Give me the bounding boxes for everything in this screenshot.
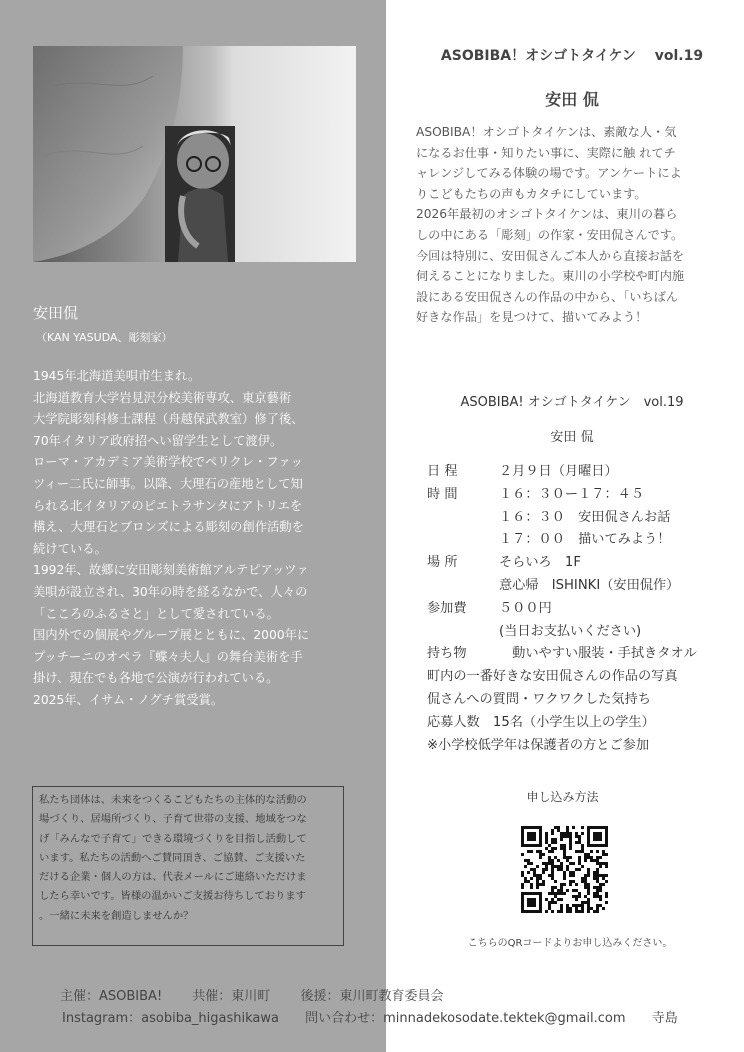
detail-row-items xyxy=(427,643,737,666)
intro-line: ャレンジしてみる体験の場です。アンケートによ xyxy=(416,166,682,181)
mission-line: 場づくり、居場所づくり、子育て世帯の支援、地域をつな xyxy=(39,813,307,826)
intro-line: 今回は特別に、安田侃さんご本人から直接お話を xyxy=(416,248,685,263)
intro-line: 好きな作品」を見つけて、描いてみよう！ xyxy=(416,310,648,325)
detail-row-time xyxy=(427,484,737,507)
detail-label: 時 間 xyxy=(427,486,458,502)
detail-label: 場 所 xyxy=(427,555,458,571)
intro-text xyxy=(416,122,736,328)
intro-line: しの中にある「彫刻」の作家・安田侃さんです。 xyxy=(416,227,684,242)
intro-line: 設にある安田侃さんの作品の中から、「いちばん xyxy=(416,289,679,304)
cosponsor: 共催：東川町 xyxy=(192,989,271,1004)
detail-row-date xyxy=(427,461,737,484)
mission-line: 私たち団体は、未来をつくるこどもたちの主体的な活動の xyxy=(39,794,307,806)
bio-line: 北海道教育大学岩見沢分校美術専攻、東京藝術 xyxy=(33,390,292,405)
instagram-handle[interactable]: Instagram：asobiba_higashikawa xyxy=(62,1011,279,1026)
bio-line: 2025年、イサム・ノグチ賞受賞。 xyxy=(33,692,224,707)
detail-label: 日 程 xyxy=(427,464,458,479)
bio-line: 70年イタリア政府招へい留学生として渡伊。 xyxy=(33,433,283,448)
bio-line: ツィー二氏に師事。以降、大理石の産地として知 xyxy=(33,476,303,491)
qr-code-icon[interactable] xyxy=(521,826,608,913)
detail-row-time-draw xyxy=(427,529,737,552)
detail-value: そらいろ 1F xyxy=(499,555,581,571)
artist-biography xyxy=(33,366,363,712)
detail-extra-line xyxy=(427,689,737,712)
bio-line: 構え、大理石とブロンズによる彫刻の創作活動を xyxy=(33,520,304,535)
header-artist-name: 安田 侃 xyxy=(545,90,599,109)
mission-line: 。一緒に未来を創造しませんか？ xyxy=(39,909,194,922)
detail-label: 持ち物 xyxy=(427,646,467,662)
event-details xyxy=(427,461,737,757)
intro-line: 2026年最初のオシゴトタイケンは、東川の暮ら xyxy=(416,207,678,222)
intro-line: 伺えることになりました。東川の小学校や町内施 xyxy=(416,269,685,284)
detail-value: 動いやすい服装・手拭きタオル xyxy=(499,646,697,662)
intro-line: ASOBIBA！オシゴトタイケンは、素敵な人・気 xyxy=(416,125,677,139)
info-title: ASOBIBA! オシゴトタイケン vol.19 xyxy=(460,395,684,410)
detail-text: 応募人数 15名（小学生以上の学生） xyxy=(427,714,655,730)
detail-text: ※小学校低学年は保護者の方とご参加 xyxy=(427,737,650,753)
bio-line: 掛け、現在でも各地で公演が行われている。 xyxy=(33,671,279,686)
detail-value: ２月９日（月曜日） xyxy=(499,464,618,479)
bio-line: られる北イタリアのピエトラサンタにアトリエを xyxy=(33,498,303,513)
detail-label: 参加費 xyxy=(427,600,467,616)
mission-line: だける企業・個人の方は、代表メールにご連絡いただけま xyxy=(39,871,307,884)
detail-extra-line xyxy=(427,666,737,689)
supporter: 後援：東川町教育委員会 xyxy=(300,989,444,1004)
detail-value: ５００円 xyxy=(499,600,552,616)
bio-line: 「こころのふるさと」として愛されている。 xyxy=(33,606,279,621)
apply-title: 申し込み方法 xyxy=(526,790,599,804)
bio-line: 続けている。 xyxy=(33,541,107,556)
bio-line: プッチーニのオペラ『蝶々夫人』の舞台美術を手 xyxy=(33,649,303,664)
detail-row-fee-note xyxy=(427,621,737,644)
info-artist-name: 安田 侃 xyxy=(550,430,594,445)
detail-value: (当日お支払いください) xyxy=(499,623,642,639)
mission-line: げ「みんなで子育て」できる環境づくりを目指し活動して xyxy=(39,832,307,845)
bio-line: 国内外での個展やグループ展とともに、2000年に xyxy=(33,628,310,643)
detail-row-place-work xyxy=(427,575,737,598)
artist-subtitle: （KAN YASUDA、彫刻家） xyxy=(36,331,173,344)
artist-photo xyxy=(33,46,356,262)
detail-row-time-talk xyxy=(427,507,737,530)
contact-email[interactable]: 問い合わせ：minnadekosodate.tektek@gmail.com xyxy=(305,1011,626,1026)
detail-value: １６：３０ー１７：４５ xyxy=(499,486,645,502)
qr-note: こちらのQRコードよりお申し込みください。 xyxy=(467,938,673,949)
bio-line: 大学院彫刻科修士課程（舟越保武教室）修了後、 xyxy=(33,412,304,427)
footer-organizers xyxy=(60,985,469,1004)
detail-row-place xyxy=(427,552,737,575)
detail-text: 侃さんへの質問・ワクワクした気持ち xyxy=(427,691,651,707)
series-title: ASOBIBA！オシゴトタイケン vol.19 xyxy=(440,48,704,64)
detail-value: 意心帰 ISHINKI（安田侃作） xyxy=(499,577,680,593)
contact-person: 寺島 xyxy=(651,1011,678,1026)
organizer: 主催：ASOBIBA! xyxy=(60,989,163,1004)
mission-statement-box xyxy=(32,786,344,946)
detail-extra-line xyxy=(427,735,737,758)
mission-line: います。私たちの活動へご賛同頂き、ご協賛、ご支援いた xyxy=(39,851,306,864)
bio-line: 1945年北海道美唄市生まれ。 xyxy=(33,369,201,383)
detail-value: １７：００ 描いてみよう！ xyxy=(499,532,671,548)
intro-line: りこどもたちの声もカタチにしています。 xyxy=(416,186,647,201)
bio-line: 1992年、故郷に安田彫刻美術館アルテピアッツァ xyxy=(33,563,309,578)
detail-value: １６：３０ 安田侃さんお話 xyxy=(499,509,671,525)
bio-line: 美唄が設立され、30年の時を経るなかで、人々の xyxy=(33,584,308,599)
bio-line: ローマ・アカデミア美術学校でペリクレ・ファッ xyxy=(33,455,303,470)
mission-line: したら幸いです。皆様の温かいご支援お待ちしております xyxy=(39,890,306,903)
detail-extra-line xyxy=(427,712,737,735)
detail-text: 町内の一番好きな安田侃さんの作品の写真 xyxy=(427,669,678,685)
artist-name: 安田侃 xyxy=(33,304,79,322)
detail-row-fee xyxy=(427,598,737,621)
intro-line: になるお仕事・知りたい事に、実際に触 れてチ xyxy=(416,145,676,160)
footer-contact xyxy=(62,1007,700,1026)
